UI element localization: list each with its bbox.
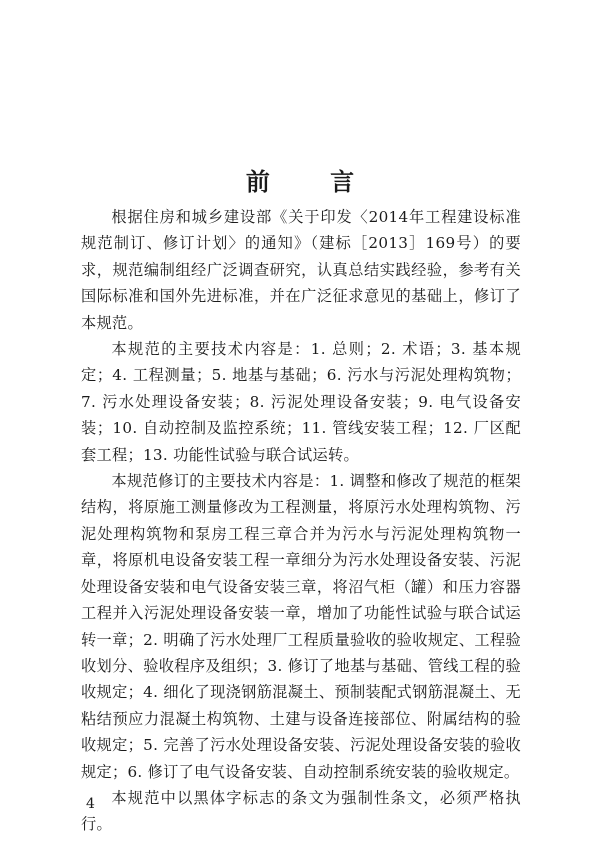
preface-body [81, 204, 521, 838]
page-number: 4 [86, 796, 95, 812]
page-title: 前 言 [245, 168, 381, 197]
paragraph-mandatory-note: 本规范中以黑体字标志的条文为强制性条文，必须严格执行。 [81, 788, 521, 834]
paragraph-main-content: 本规范的主要技术内容是：1. 总则；2. 术语；3. 基本规定；4. 工程测量；5. 地基与基础；6. 污水与污泥处理构筑物；7. 污水处理设备安装；8. 污泥处理设备安装；9. 电气设备安装；10. 自动控制及监控系统；11. 管线安装工程；12. 厂区配套工程；13. 功能性试验与联合试运转。 [81, 340, 521, 464]
paragraph-basis: 根据住房和城乡建设部《关于印发〈2014年工程建设标准规范制订、修订计划〉的通知》（建标［2013］169号）的要求，规范编制组经广泛调查研究，认真总结实践经验，参考有关国际标准和国外先进标准，并在广泛征求意见的基础上，修订了本规范。 [81, 208, 521, 332]
paragraph-revision-content: 本规范修订的主要技术内容是：1. 调整和修改了规范的框架结构，将原施工测量修改为工程测量，将原污水处理构筑物、污泥处理构筑物和泵房工程三章合并为污水与污泥处理构筑物一章，将原机电设备安装工程一章细分为污水处理设备安装、污泥处理设备安装和电气设备安装三章，将沼气柜（罐）和压力容器工程并入污泥处理设备安装一章，增加了功能性试验与联合试运转一章；2. 明确了污水处理厂工程质量验收的验收规定、工程验收划分、验收程序及组织；3. 修订了地基与基础、管线工程的验收规定；4. 细化了现浇钢筋混凝土、预制装配式钢筋混凝土、无粘结预应力混凝土构筑物、土建与设备连接部位、附属结构的验收规定；5. 完善了污水处理设备安装、污泥处理设备安装的验收规定；6. 修订了电气设备安装、自动控制系统安装的验收规定。 [81, 472, 521, 781]
